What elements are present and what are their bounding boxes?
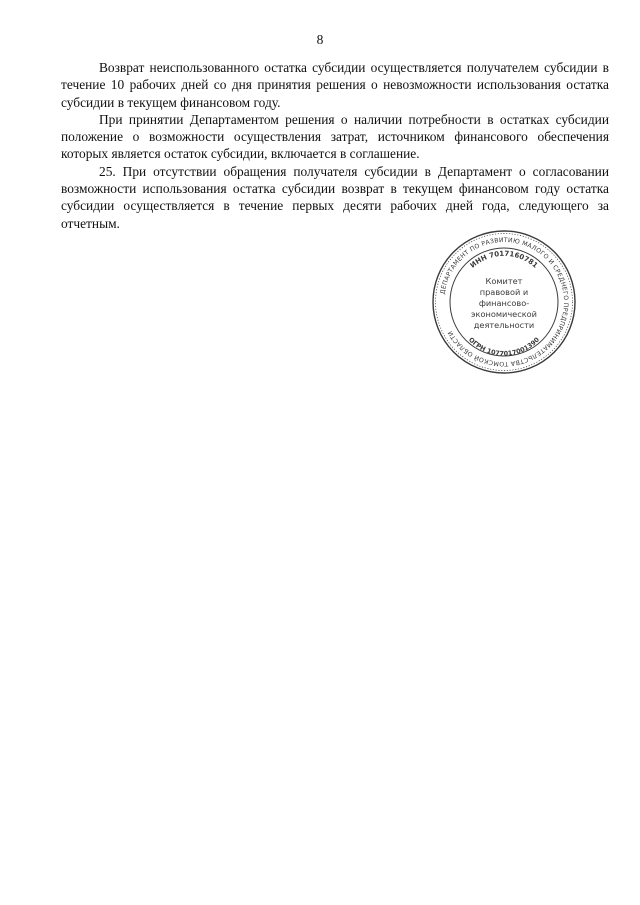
page-number: 8 <box>316 32 324 47</box>
seal-center-line: экономической <box>471 309 537 319</box>
document-body <box>61 59 609 232</box>
seal-inn: ИНН 7017160781 <box>468 249 540 270</box>
paragraph-refund-deadline: Возврат неиспользованного остатка субсидии осуществляется получателем субсидии в течение 10 рабочих дней со дня принятия решения о невозможности использования остатка субсидии в текущем финансовом году. <box>61 60 609 110</box>
seal-center-line: деятельности <box>473 320 535 330</box>
seal-ogrn: ОГРН 1077017001390 <box>467 335 541 358</box>
seal-center-line: Комитет <box>485 276 523 286</box>
seal-ring-text: ДЕПАРТАМЕНТ ПО РАЗВИТИЮ МАЛОГО И СРЕДНЕГО ПРЕДПРИНИМАТЕЛЬСТВА ТОМСКОЙ ОБЛАСТИ <box>439 236 570 368</box>
seal-center-line: правовой и <box>479 287 529 297</box>
official-seal-stamp <box>431 229 577 375</box>
seal-center-line: финансово- <box>478 298 530 308</box>
paragraph-department-decision: При принятии Департаментом решения о наличии потребности в остатках субсидии положение о возможности осуществления затрат, источником финансового обеспечения которых является остаток субсидии, включается в соглашение. <box>61 111 609 162</box>
paragraph-item-25: 25. При отсутствии обращения получателя субсидии в Департамент о согласовании возможности использования остатка субсидии возврат в текущем финансовом году остатка субсидии осуществляется в течение первых десяти рабочих дней года, следующего за отчетным. <box>61 163 609 231</box>
svg-text:ИНН 7017160781 <box>469 250 540 270</box>
